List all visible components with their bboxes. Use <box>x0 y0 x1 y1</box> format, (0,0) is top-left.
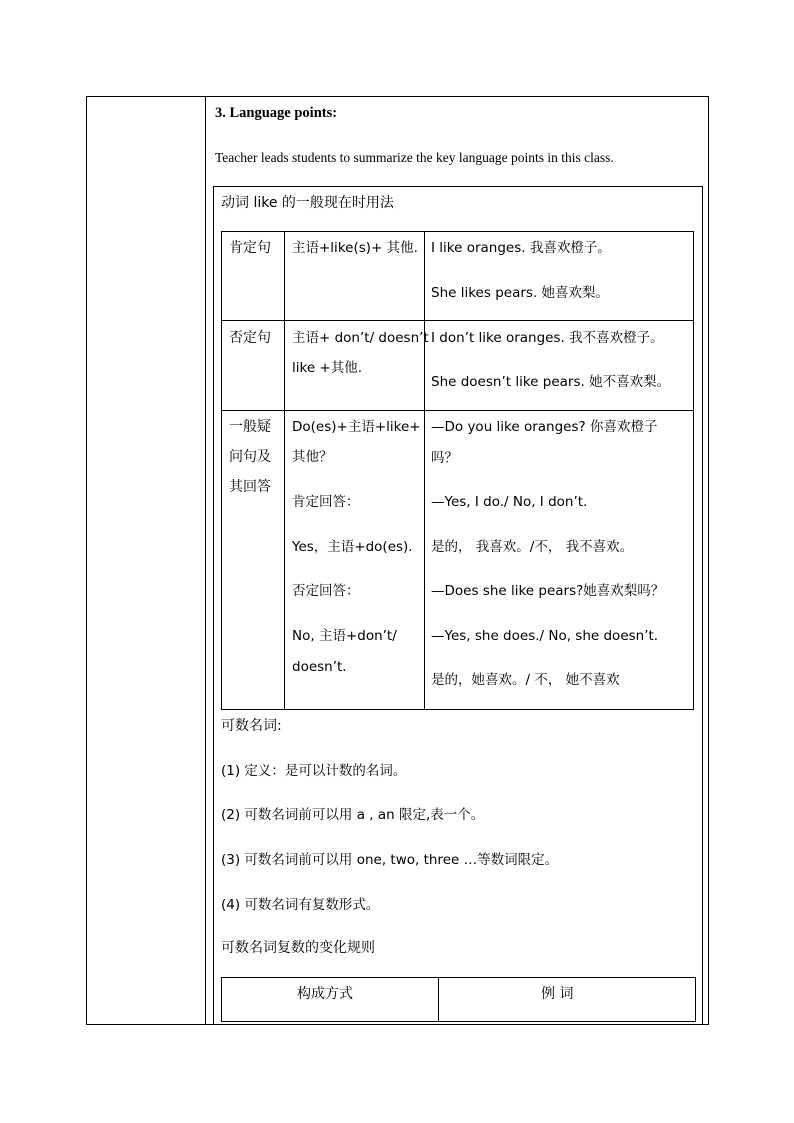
example-line: 是的， 我喜欢。/不， 我不喜欢。 <box>431 539 634 555</box>
structure-line: 主语+like(s)+ 其他. <box>292 240 418 256</box>
example-line: 吗？ <box>431 450 458 466</box>
list-item: (1) 定义：是可以计数的名词。 <box>221 763 407 779</box>
section-title: 3. Language points: <box>215 105 338 121</box>
countable-nouns-heading: 可数名词: <box>221 718 282 734</box>
section-intro: Teacher leads students to summarize the key language points in this class. <box>215 150 614 165</box>
like-usage-heading: 动词 like 的一般现在时用法 <box>221 195 394 211</box>
sentence-type-line: 问句及 <box>229 449 271 465</box>
sentence-type-line: 一般疑 <box>229 419 271 435</box>
sentence-type-line: 其回答 <box>229 479 271 495</box>
left-empty-cell <box>87 97 205 1024</box>
plural-rules-heading: 可数名词复数的变化规则 <box>221 940 375 956</box>
example-line: She likes pears. 她喜欢梨。 <box>431 285 610 301</box>
example-line: —Does she like pears?她喜欢梨吗？ <box>431 583 665 599</box>
example-line: —Yes, she does./ No, she doesn’t. <box>431 628 659 644</box>
column-header: 构成方式 <box>297 986 353 1002</box>
sentence-type: 肯定句 <box>229 240 271 256</box>
list-item: (2) 可数名词前可以用 a , an 限定,表一个。 <box>221 807 485 823</box>
structure-line: like +其他. <box>292 360 363 376</box>
example-line: —Yes, I do./ No, I don’t. <box>431 494 588 510</box>
structure-line: No, 主语+don’t/ <box>292 628 397 644</box>
example-line: I don’t like oranges. 我不喜欢橙子。 <box>431 330 664 346</box>
structure-line: 肯定回答： <box>292 494 360 510</box>
structure-line: 否定回答： <box>292 583 360 599</box>
column-header: 例 词 <box>541 986 574 1002</box>
structure-line: 其他？ <box>292 449 333 465</box>
structure-line: Yes，主语+do(es). <box>292 539 413 555</box>
list-item: (4) 可数名词有复数形式。 <box>221 897 380 913</box>
structure-line: 主语+ don’t/ doesn’t <box>292 330 429 346</box>
example-line: 是的，她喜欢。/ 不， 她不喜欢 <box>431 672 620 688</box>
structure-line: Do(es)+主语+like+ <box>292 419 421 435</box>
structure-line: doesn’t. <box>292 659 347 675</box>
list-item: (3) 可数名词前可以用 one, two, three …等数词限定。 <box>221 852 559 868</box>
example-line: I like oranges. 我喜欢橙子。 <box>431 240 611 256</box>
example-line: —Do you like oranges? 你喜欢橙子 <box>431 419 658 435</box>
sentence-type: 否定句 <box>229 330 271 346</box>
example-line: She doesn’t like pears. 她不喜欢梨。 <box>431 374 671 390</box>
